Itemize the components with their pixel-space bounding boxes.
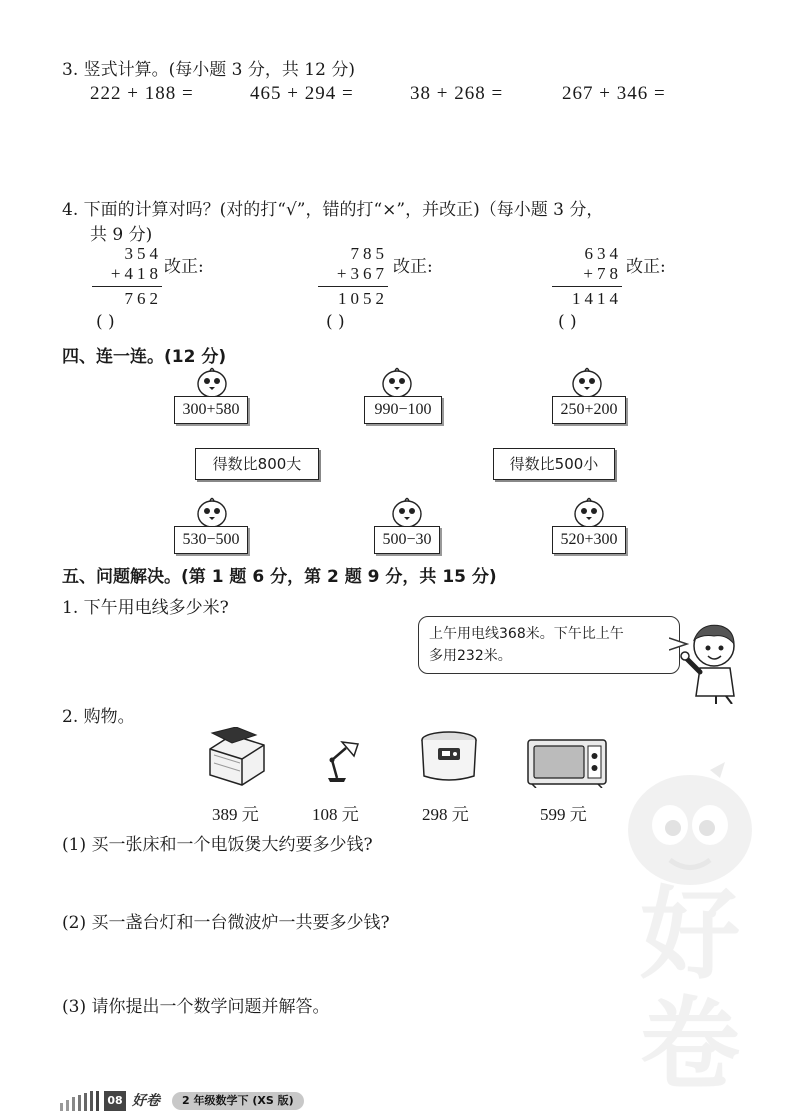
speech-bubble [418,616,680,674]
bed-icon [202,727,272,789]
chick-icon [195,366,229,398]
price-bed: 389 元 [212,805,259,824]
match-top-2[interactable]: 990−100 [364,396,442,424]
q4-calc-3-a: 634 [584,244,622,263]
microwave-icon [526,736,608,788]
q4-vertical-calc-2 [306,244,388,309]
price-rice-cooker: 298 元 [422,805,469,824]
sub-question-3: (3) 请你提出一个数学问题并解答。 [62,997,330,1017]
footer [60,1090,330,1112]
desk-lamp-icon [320,738,364,784]
match-bottom-2[interactable]: 500−30 [374,526,440,554]
q4-vertical-calc-1 [80,244,162,309]
match-bottom-1[interactable]: 530−500 [174,526,248,554]
q4-title-line1: 4. 下面的计算对吗？(对的打“√”，错的打“×”，并改正)（每小题 3 分， [62,200,604,220]
q4-calc-1-b: +418 [110,264,162,283]
bubble-line-2: 多用232米。 [429,648,512,664]
q4-fix-label-2: 改正: [393,257,433,277]
q4-answer-paren-1[interactable]: ( ) [96,312,115,332]
q3-expr-2: 465 + 294 = [250,83,354,104]
match-bottom-3[interactable]: 520+300 [552,526,626,554]
sec5-title: 五、问题解决。(第 1 题 6 分，第 2 题 9 分，共 15 分) [62,567,497,587]
footer-book-title: 2 年级数学下 (XS 版) [172,1092,304,1110]
q4-calc-2-a: 785 [350,244,388,263]
rice-cooker-icon [418,730,480,784]
q4-calc-2-result: 1052 [338,289,388,308]
q3-title: 3. 竖式计算。(每小题 3 分，共 12 分) [62,60,355,80]
chick-icon [572,496,606,528]
chick-icon [570,366,604,398]
sec5-problem-2: 2. 购物。 [62,707,135,727]
sec5-problem-1: 1. 下午用电线多少米? [62,598,229,618]
q3-expr-1: 222 + 188 = [90,83,194,104]
q4-answer-paren-3[interactable]: ( ) [558,312,577,332]
q4-calc-3-result: 1414 [572,289,622,308]
q4-calc-1-result: 762 [124,289,162,308]
price-desk-lamp: 108 元 [312,805,359,824]
q4-calc-2-b: +367 [336,264,388,283]
chick-icon [390,496,424,528]
footer-stripes-icon [60,1091,102,1111]
sub-question-2: (2) 买一盏台灯和一台微波炉一共要多少钱? [62,913,390,933]
match-top-3[interactable]: 250+200 [552,396,626,424]
q4-fix-label-1: 改正: [164,257,204,277]
match-middle-1[interactable]: 得数比800大 [195,448,319,480]
footer-brand: 好卷 [132,1093,160,1109]
q4-calc-3-b: +78 [583,264,622,283]
watermark-char-1: 好 [640,876,740,993]
chick-icon [380,366,414,398]
q4-calc-1-a: 354 [124,244,162,263]
price-microwave: 599 元 [540,805,587,824]
boy-icon [676,618,746,704]
watermark-char-2: 卷 [640,986,740,1103]
watermark [615,760,765,1110]
q4-vertical-calc-3 [540,244,622,309]
match-middle-2[interactable]: 得数比500小 [493,448,615,480]
page-number: 08 [104,1091,126,1111]
bubble-line-1: 上午用电线368米。下午比上午 [429,626,624,642]
sec4-title: 四、连一连。(12 分) [62,347,227,367]
q3-expr-3: 38 + 268 = [410,83,504,104]
q3-expr-4: 267 + 346 = [562,83,666,104]
q4-title-line2: 共 9 分) [90,225,153,245]
chick-icon [195,496,229,528]
q4-answer-paren-2[interactable]: ( ) [326,312,345,332]
match-top-1[interactable]: 300+580 [174,396,248,424]
sub-question-1: (1) 买一张床和一个电饭煲大约要多少钱? [62,835,373,855]
q4-fix-label-3: 改正: [626,257,666,277]
